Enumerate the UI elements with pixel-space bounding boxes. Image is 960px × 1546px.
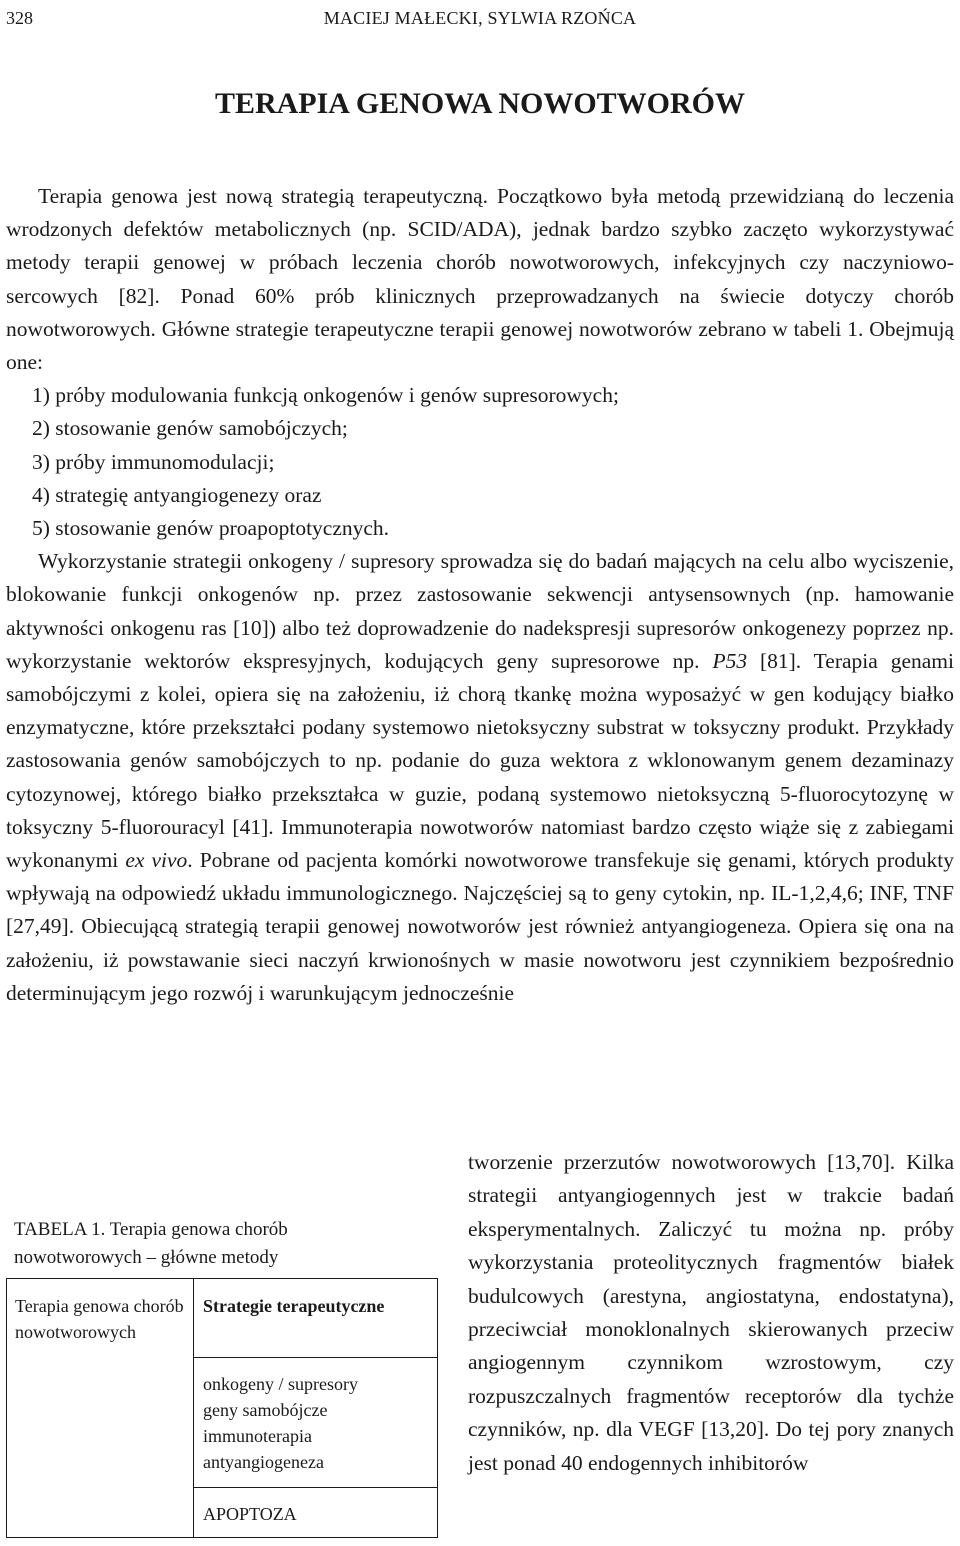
list-item: 3) próby immunomodulacji; [32,449,275,474]
side-column-text: tworzenie przerzutów nowotworowych [13,70]. Kilka strategii antyangiogennych jest w trakcie badań eksperymentalnych. Zaliczyć tu można np. próby wykorzystania proteolitycznych fragmentów białek budulcowych (arestyna, angiostatyna, endostatyna), przeciwciał monoklonalnych skierowanych przeciw angiogennym czynnikom wzrostowym, czy rozpuszczalnych fragmentów receptorów dla tychże czynników, np. dla VEGF [13,20]. Do tej pory znanych jest ponad 40 endogennych inhibitorów [468,1150,954,1475]
page-number: 328 [6,8,33,28]
main-text [6,180,954,1010]
table-caption [14,1216,434,1272]
strategy-table [6,1278,438,1538]
list-item: 4) strategię antyangiogenezy oraz [32,482,322,507]
latin-term-italic: ex vivo [125,848,188,873]
table-caption-line: nowotworowych – główne metody [14,1247,279,1268]
list-item: 5) stosowanie genów proapoptotycznych. [32,516,390,541]
table-cell-disease: Terapia genowa chorób nowotworowych [15,1296,184,1342]
table-header-strategies: Strategie terapeutyczne [203,1296,385,1316]
table-strategy-item: onkogeny / supresory [203,1374,358,1394]
text-span: [81]. Terapia genami samobójczymi z kolei, opiera się na założeniu, iż chorą tkankę można wyposażyć w gen kodujący białko enzymatyczne, które przekształci podany systemowo nietoksyczny substrat w toksyczny produkt. Przykłady zastosowania genów samobójczych to np. podanie do guza wektora z wklonowanym genem dezaminazy cytozynowej, którego białko przekształca w guzie, podaną systemowo nietoksyczną 5-fluorocytozynę w toksyczny 5-fluorouracyl [41]. Immunoterapia nowotworów natomiast bardzo często wiąże się z zabiegami wykonanymi [6,648,954,873]
table-caption-line: TABELA 1. Terapia genowa chorób [14,1219,288,1240]
intro-paragraph: Terapia genowa jest nową strategią terapeutyczną. Początkowo była metodą przewidzianą do leczenia wrodzonych defektów metabolicznych (np. SCID/ADA), jednak bardzo szybko zaczęto wykorzystywać metody terapii genowej w próbach leczenia chorób nowotworowych, infekcyjnych czy naczyniowo-sercowych [82]. Ponad 60% prób klinicznych przeprowadzanych na świecie dotyczy chorób nowotworowych. Główne strategie terapeutyczne terapii genowej nowotworów zebrano w tabeli 1. Obejmują one: [6,184,954,375]
section-title: TERAPIA GENOWA NOWOTWORÓW [214,87,746,120]
table-cell-strategies [203,1371,423,1475]
list-item: 2) stosowanie genów samobójczych; [32,416,348,441]
table-strategy-item: antyangiogeneza [203,1452,324,1472]
table-divider-horizontal [193,1357,437,1358]
table-divider-horizontal [193,1487,437,1488]
table-divider-vertical [193,1279,194,1537]
page-header [6,6,954,30]
text-span: Wykorzystanie strategii onkogeny / supresory sprowadza się do badań mających na celu albo wyciszenie, blokowanie funkcji onkogenów np. przez zastosowanie sekwencji antysensownych (np. hamowanie aktywności onkogenu ras [10]) albo też doprowadzenie do nadekspresji supresorów onkogenezy poprzez np. wykorzystanie wektorów ekspresyjnych, kodujących geny supresorowe np. [6,549,954,673]
gene-name-italic: P53 [712,648,748,673]
table-strategy-item: immunoterapia [203,1426,312,1446]
running-head: MACIEJ MAŁECKI, SYLWIA RZOŃCA [323,8,637,28]
text-span: . Pobrane od pacjenta komórki nowotworowe transfekuje się genami, których produkty wpływają na odpowiedź układu immunologicznego. Najczęściej są to geny cytokin, np. IL-1,2,4,6; INF, TNF [27,49]. Obiecującą strategią terapii genowej nowotworów jest również antyangiogeneza. Opiera się ona na założeniu, iż powstawanie sieci naczyń krwionośnych w masie nowotworu jest czynnikiem bezpośrednio determinującym jego rozwój i warunkującym jednocześnie [6,848,954,1005]
strategies-paragraph [6,545,954,1010]
table-strategy-item: geny samobójcze [203,1400,328,1420]
list-item: 1) próby modulowania funkcją onkogenów i genów supresorowych; [32,383,619,408]
strategy-list [6,379,954,545]
table-cell-apoptosis: APOPTOZA [203,1504,297,1524]
